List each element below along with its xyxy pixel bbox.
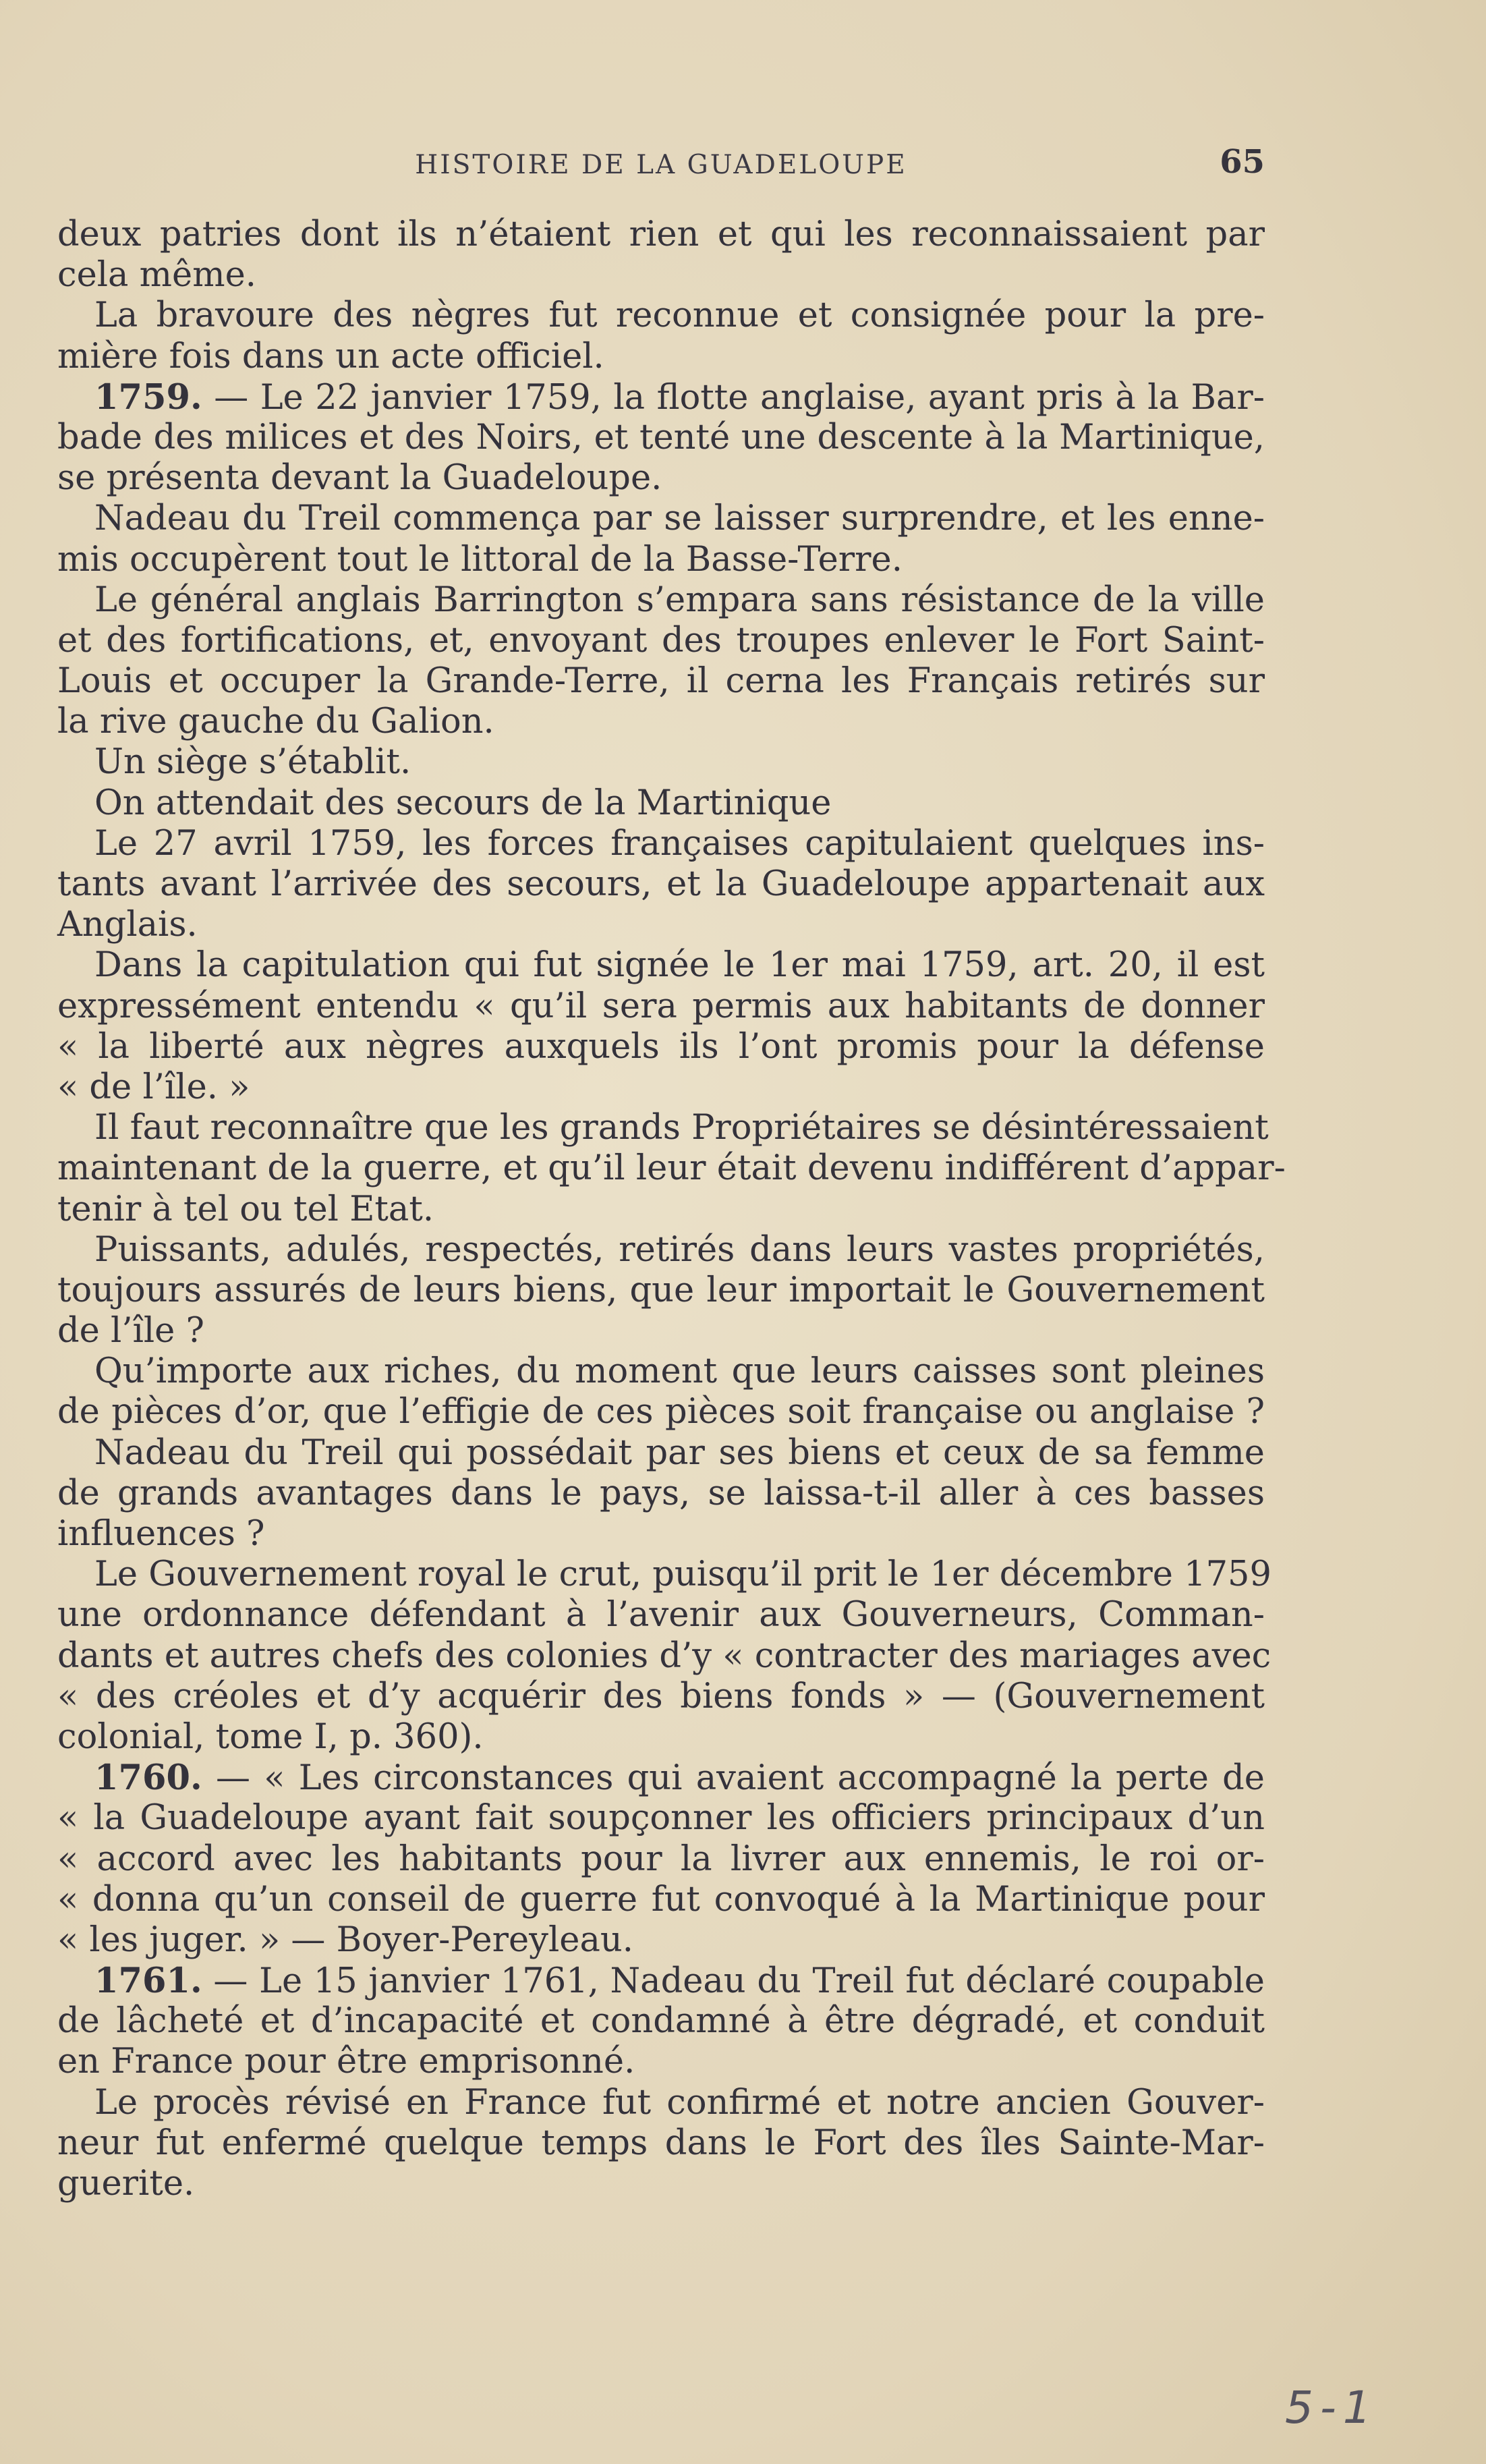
line-text: de lâcheté et d’incapacité et condamné à être dégradé, et conduit [57,2001,1265,2042]
line-text: — Le 15 janvier 1761, Nadeau du Treil fut déclaré coupable [202,1961,1265,2002]
text-line [57,945,1265,986]
line-text: Nadeau du Treil qui possédait par ses biens et ceux de sa femme [94,1432,1265,1473]
line-text: « des créoles et d’y acquérir des biens fonds » — (Gouvernement [57,1676,1265,1716]
line-text: mis occupèrent tout le littoral de la Basse-Terre. [57,539,903,580]
line-text: tants avant l’arrivée des secours, et la Guadeloupe appartenait aux [57,864,1265,904]
line-text: — « Les circonstances qui avaient accompagné la perte de [202,1758,1265,1799]
line-text: de l’île ? [57,1311,204,1351]
year-marker: 1761. [94,1961,202,2002]
line-text: mière fois dans un acte officiel. [57,336,604,376]
text-line [57,702,1265,742]
text-line [57,621,1265,661]
text-line [57,742,1265,783]
body-text [57,215,1286,2204]
text-line [57,1148,1286,1189]
line-text: « donna qu’un conseil de guerre fut convoqué à la Martinique pour [57,1879,1265,1920]
text-line [57,580,1265,621]
line-text: Dans la capitulation qui fut signée le 1er mai 1759, art. 20, il est [94,945,1265,986]
page-number: 65 [1220,143,1265,181]
line-text: colonial, tome I, p. 360). [57,1716,484,1757]
text-line [57,296,1265,336]
line-text: « de l’île. » [57,1067,250,1107]
line-text: tenir à tel ou tel Etat. [57,1189,434,1229]
line-text: influences ? [57,1514,265,1554]
text-line [57,2042,1265,2082]
handwritten-catalog-mark: 5-1 [1285,2382,1378,2434]
text-line [57,1880,1265,1920]
running-title: HISTOIRE DE LA GUADELOUPE [415,150,907,180]
text-line [57,1798,1265,1839]
text-line [57,2001,1265,2042]
text-line [57,1230,1265,1270]
line-text: Un siège s’établit. [94,742,411,783]
line-text: guerite. [57,2164,195,2204]
text-line [57,540,1265,580]
text-line [57,1392,1265,1432]
text-line [57,1270,1265,1311]
line-text: toujours assurés de leurs biens, que leur importait le Gouvernement [57,1270,1265,1310]
text-line [57,458,1265,499]
text-line [57,1758,1265,1798]
text-line [57,255,1265,296]
line-text: bade des milices et des Noirs, et tenté une descente à la Martinique, [57,417,1265,457]
line-text: dants et autres chefs des colonies d’y « contracter des mariages avec [57,1635,1271,1676]
line-text: « la Guadeloupe ayant fait soupçonner les officiers principaux d’un [57,1798,1265,1839]
line-text: « les juger. » — Boyer-Pereyleau. [57,1920,633,1960]
line-text: et des fortifications, et, envoyant des troupes enlever le Fort Saint- [57,620,1265,661]
text-line [57,1961,1265,2001]
line-text: en France pour être emprisonné. [57,2042,635,2082]
text-line [57,1635,1271,1677]
line-text: Qu’importe aux riches, du moment que leurs caisses sont pleines [94,1351,1265,1392]
line-text: La bravoure des nègres fut reconnue et consignée pour la pre- [94,296,1265,336]
text-line [57,905,1265,945]
text-line [57,2123,1265,2164]
line-text: la rive gauche du Galion. [57,702,494,742]
year-marker: 1760. [94,1758,202,1799]
text-line [57,783,1265,824]
line-text: Le procès révisé en France fut confirmé et notre ancien Gouver- [94,2082,1265,2123]
text-line [57,1920,1265,1961]
line-text: Le général anglais Barrington s’empara sans résistance de la ville [94,580,1265,620]
line-text: « la liberté aux nègres auxquels ils l’ont promis pour la défense [57,1026,1265,1067]
text-line [57,1474,1265,1514]
page-header [57,142,1265,189]
line-text: de pièces d’or, que l’effigie de ces pièces soit française ou anglaise ? [57,1392,1265,1432]
line-text: une ordonnance défendant à l’avenir aux Gouverneurs, Comman- [57,1595,1265,1635]
line-text: deux patries dont ils n’étaient rien et qui les reconnaissaient par [57,215,1265,254]
text-line [57,1839,1265,1880]
line-text: « accord avec les habitants pour la livrer aux ennemis, le roi or- [57,1839,1265,1879]
text-line [57,1514,1265,1555]
text-line [57,1677,1265,1717]
text-line [57,215,1265,255]
text-line [57,1433,1265,1474]
text-line [57,1311,1265,1351]
text-line [57,1717,1265,1758]
text-line [57,1067,1265,1108]
text-line [57,377,1265,418]
text-line [57,1595,1265,1635]
text-line [57,661,1265,702]
year-marker: 1759. [94,376,202,418]
line-text: maintenant de la guerre, et qu’il leur était devenu indifférent d’appar- [57,1148,1286,1189]
line-text: Nadeau du Treil commença par se laisser surprendre, et les enne- [94,499,1265,539]
text-line [57,1555,1271,1595]
line-text: expressément entendu « qu’il sera permis aux habitants de donner [57,986,1265,1026]
text-line [57,986,1265,1027]
line-text: Louis et occuper la Grande-Terre, il cerna les Français retirés sur [57,661,1265,702]
text-line [57,1108,1269,1148]
line-text: de grands avantages dans le pays, se laissa-t-il aller à ces basses [57,1473,1265,1513]
line-text: Le Gouvernement royal le crut, puisqu’il prit le 1er décembre 1759 [94,1555,1271,1595]
line-text: — Le 22 janvier 1759, la flotte anglaise, ayant pris à la Bar- [202,377,1265,418]
text-line [57,499,1265,539]
text-line [57,1189,1265,1230]
text-line [57,418,1265,458]
text-line [57,1351,1265,1392]
text-line [57,2164,1265,2204]
line-text: On attendait des secours de la Martinique [94,783,832,823]
text-line [57,824,1265,864]
line-text: Il faut reconnaître que les grands Propriétaires se désintéressaient [94,1108,1269,1148]
text-line [57,864,1265,905]
text-line [57,2083,1265,2123]
text-line [57,337,1265,377]
text-line [57,1027,1265,1067]
line-text: Anglais. [57,905,198,945]
line-text: Puissants, adulés, respectés, retirés dans leurs vastes propriétés, [94,1229,1265,1270]
line-text: cela même. [57,255,256,296]
line-text: se présenta devant la Guadeloupe. [57,458,662,499]
line-text: neur fut enfermé quelque temps dans le Fort des îles Sainte-Mar- [57,2123,1265,2163]
line-text: Le 27 avril 1759, les forces françaises capitulaient quelques ins- [94,823,1265,864]
